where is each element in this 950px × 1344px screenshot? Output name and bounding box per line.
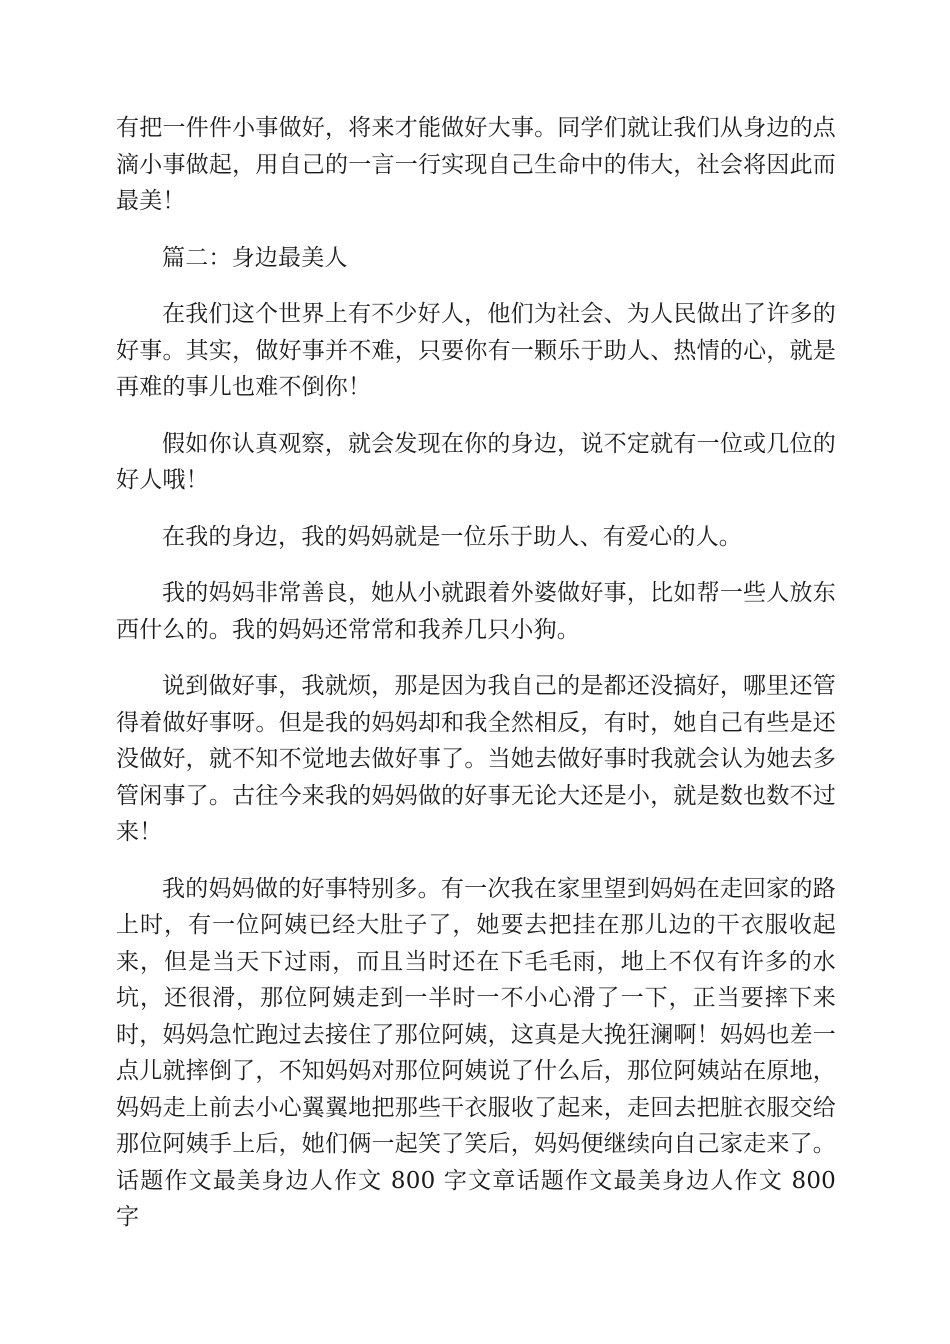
- paragraph: 我的妈妈非常善良，她从小就跟着外婆做好事，比如帮一些人放东西什么的。我的妈妈还常常和我养几只小狗。: [116, 580, 836, 643]
- document-body: [116, 110, 836, 1256]
- paragraph: 在我的身边，我的妈妈就是一位乐于助人、有爱心的人。: [162, 523, 742, 550]
- paragraph: 我的妈妈做的好事特别多。有一次我在家里望到妈妈在走回家的路上时，有一位阿姨已经大肚子了，她要去把挂在那儿边的干衣服收起来，但是当天下过雨，而且当时还在下毛毛雨，地上不仅有许多的水坑，还很滑，那位阿姨走到一半时一不小心滑了一下，正当要摔下来时，妈妈急忙跑过去接住了那位阿姨，这真是大挽狂澜啊！妈妈也差一点儿就摔倒了，不知妈妈对那位阿姨说了什么后，那位阿姨站在原地，妈妈走上前去小心翼翼地把那些干衣服收了起来，走回去把脏衣服交给那位阿姨手上后，她们俩一起笑了笑后，妈妈便继续向自己家走来了。话题作文最美身边人作文 800 字文章话题作文最美身边人作文 800 字: [116, 875, 836, 1230]
- paragraph-continuation: 有把一件件小事做好，将来才能做好大事。同学们就让我们从身边的点滴小事做起，用自己的一言一行实现自己生命中的伟大，社会将因此而最美！: [116, 115, 836, 214]
- section-heading: 篇二：身边最美人: [162, 244, 348, 271]
- paragraph: 假如你认真观察，就会发现在你的身边，说不定就有一位或几位的好人哦！: [116, 430, 836, 493]
- paragraph: 说到做好事，我就烦，那是因为我自己的是都还没搞好，哪里还管得着做好事呀。但是我的妈妈却和我全然相反，有时，她自己有些是还没做好，就不知不觉地去做好事了。当她去做好事时我就会认为她去多管闲事了。古往今来我的妈妈做的好事无论大还是小，就是数也数不过来！: [116, 673, 836, 845]
- paragraph: 在我们这个世界上有不少好人，他们为社会、为人民做出了许多的好事。其实，做好事并不难，只要你有一颗乐于助人、热情的心，就是再难的事儿也难不倒你！: [116, 301, 836, 400]
